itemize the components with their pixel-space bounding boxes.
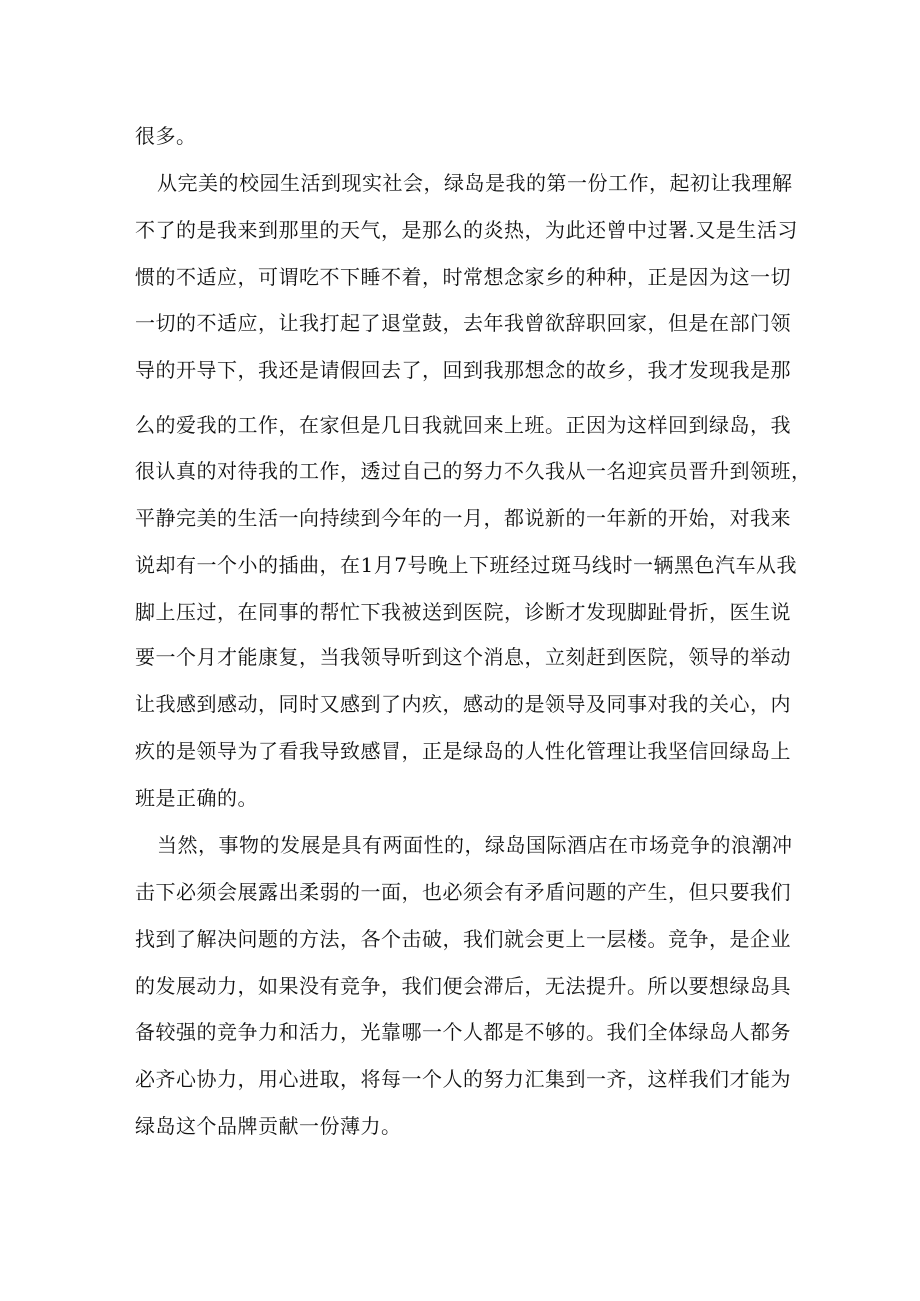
- text-line: 找到了解决问题的方法，各个击破，我们就会更上一层楼。竞争，是企业: [135, 927, 791, 951]
- text-line: 惯的不适应，可谓吃不下睡不着，时常想念家乡的种种，正是因为这一切: [135, 265, 791, 289]
- text-line: 导的开导下，我还是请假回去了，回到我那想念的故乡，我才发现我是那: [135, 358, 791, 382]
- text-line: 当然，事物的发展是具有两面性的，绿岛国际酒店在市场竞争的浪潮冲: [157, 833, 793, 857]
- text-line: 说却有一个小的插曲，在1月7号晚上下班经过斑马线时一辆黑色汽车从我: [135, 553, 797, 577]
- text-line: 必齐心协力，用心进取，将每一个人的努力汇集到一齐，这样我们才能为: [135, 1067, 791, 1091]
- text-line: 不了的是我来到那里的天气，是那么的炎热，为此还曾中过署.又是生活习: [135, 218, 798, 242]
- text-line: 疚的是领导为了看我导致感冒，正是绿岛的人性化管理让我坚信回绿岛上: [135, 739, 791, 763]
- text-line: 班是正确的。: [135, 786, 258, 810]
- text-line: 绿岛这个品牌贡献一份薄力。: [135, 1114, 402, 1138]
- text-line: 备较强的竞争力和活力，光靠哪一个人都是不够的。我们全体绿岛人都务: [135, 1020, 791, 1044]
- text-line: 让我感到感动，同时又感到了内疚，感动的是领导及同事对我的关心，内: [135, 692, 791, 716]
- text-line: 很认真的对待我的工作，透过自己的努力不久我从一名迎宾员晋升到领班，: [135, 459, 812, 483]
- text-line: 一切的不适应，让我打起了退堂鼓，去年我曾欲辞职回家，但是在部门领: [135, 311, 791, 335]
- text-line: 平静完美的生活一向持续到今年的一月，都说新的一年新的开始，对我来: [135, 506, 791, 530]
- text-line: 的发展动力，如果没有竞争，我们便会滞后，无法提升。所以要想绿岛具: [135, 974, 791, 998]
- text-line: 要一个月才能康复，当我领导听到这个消息，立刻赶到医院，领导的举动: [135, 645, 791, 669]
- text-line: 脚上压过，在同事的帮忙下我被送到医院，诊断才发现脚趾骨折，医生说: [135, 600, 791, 624]
- text-line: 击下必须会展露出柔弱的一面，也必须会有矛盾问题的产生，但只要我们: [135, 880, 791, 904]
- text-line: 很多。: [135, 124, 197, 148]
- text-line: 从完美的校园生活到现实社会，绿岛是我的第一份工作，起初让我理解: [157, 171, 793, 195]
- text-line: 么的爱我的工作，在家但是几日我就回来上班。正因为这样回到绿岛，我: [135, 413, 791, 437]
